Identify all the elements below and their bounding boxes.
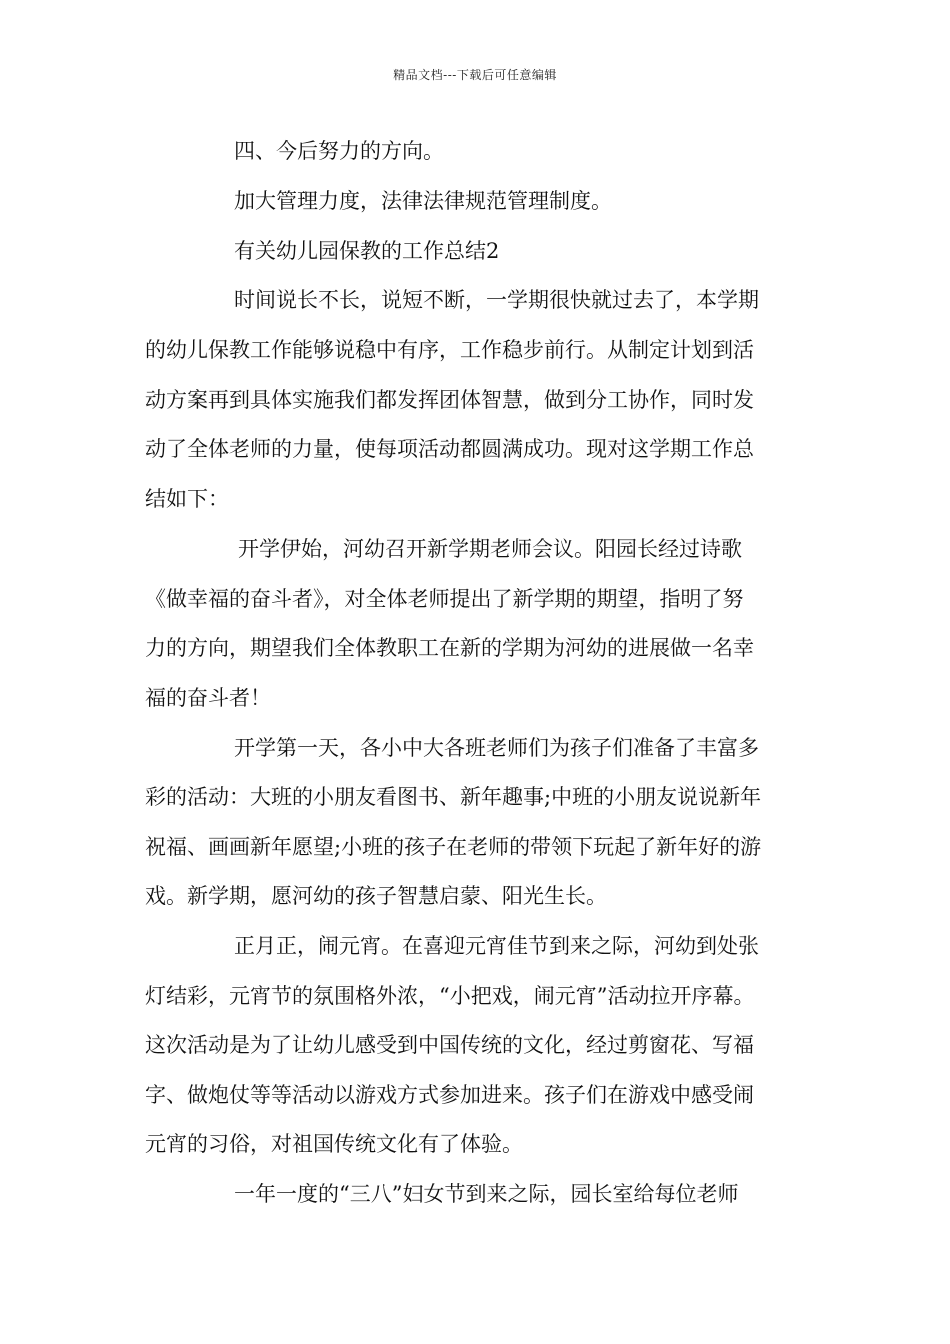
text-line: 四、今后努力的方向。 xyxy=(234,139,444,163)
text-line: 结如下： xyxy=(145,487,229,511)
text-line: 元宵的习俗，对祖国传统文化有了体验。 xyxy=(145,1132,523,1156)
text-line: 力的方向，期望我们全体教职工在新的学期为河幼的进展做一名幸 xyxy=(145,636,754,660)
text-line: 开学伊始，河幼召开新学期老师会议。阳园长经过诗歌 xyxy=(238,537,742,561)
page-header: 精品文档---下载后可任意编辑 xyxy=(393,68,557,82)
text-line: 《做幸福的奋斗者》，对全体老师提出了新学期的期望，指明了努 xyxy=(145,587,744,611)
text-line: 加大管理力度，法律法律规范管理制度。 xyxy=(234,189,612,213)
text-line: 福的奋斗者！ xyxy=(145,686,271,710)
text-line: 戏。新学期，愿河幼的孩子智慧启蒙、阳光生长。 xyxy=(145,884,607,908)
text-line: 开学第一天，各小中大各班老师们为孩子们准备了丰富多 xyxy=(234,736,759,760)
text-line: 的幼儿保教工作能够说稳中有序，工作稳步前行。从制定计划到活 xyxy=(145,338,754,362)
text-line: 这次活动是为了让幼儿感受到中国传统的文化，经过剪窗花、写福 xyxy=(145,1033,754,1057)
text-line: 字、做炮仗等等活动以游戏方式参加进来。孩子们在游戏中感受闹 xyxy=(145,1083,754,1107)
text-line: 一年一度的“三八”妇女节到来之际，园长室给每位老师 xyxy=(234,1182,739,1206)
text-line: 动了全体老师的力量，使每项活动都圆满成功。现对这学期工作总 xyxy=(145,437,754,461)
text-line: 灯结彩，元宵节的氛围格外浓，“小把戏，闹元宵”活动拉开序幕。 xyxy=(145,984,755,1008)
text-line: 祝福、画画新年愿望;小班的孩子在老师的带领下玩起了新年好的游 xyxy=(145,835,762,859)
text-line: 正月正，闹元宵。在喜迎元宵佳节到来之际，河幼到处张 xyxy=(234,934,759,958)
text-line: 时间说长不长，说短不断，一学期很快就过去了，本学期 xyxy=(234,288,759,312)
text-line: 彩的活动：大班的小朋友看图书、新年趣事;中班的小朋友说说新年 xyxy=(145,785,762,809)
text-line: 动方案再到具体实施我们都发挥团体智慧，做到分工协作，同时发 xyxy=(145,388,754,412)
section-title: 有关幼儿园保教的工作总结2 xyxy=(234,239,500,263)
